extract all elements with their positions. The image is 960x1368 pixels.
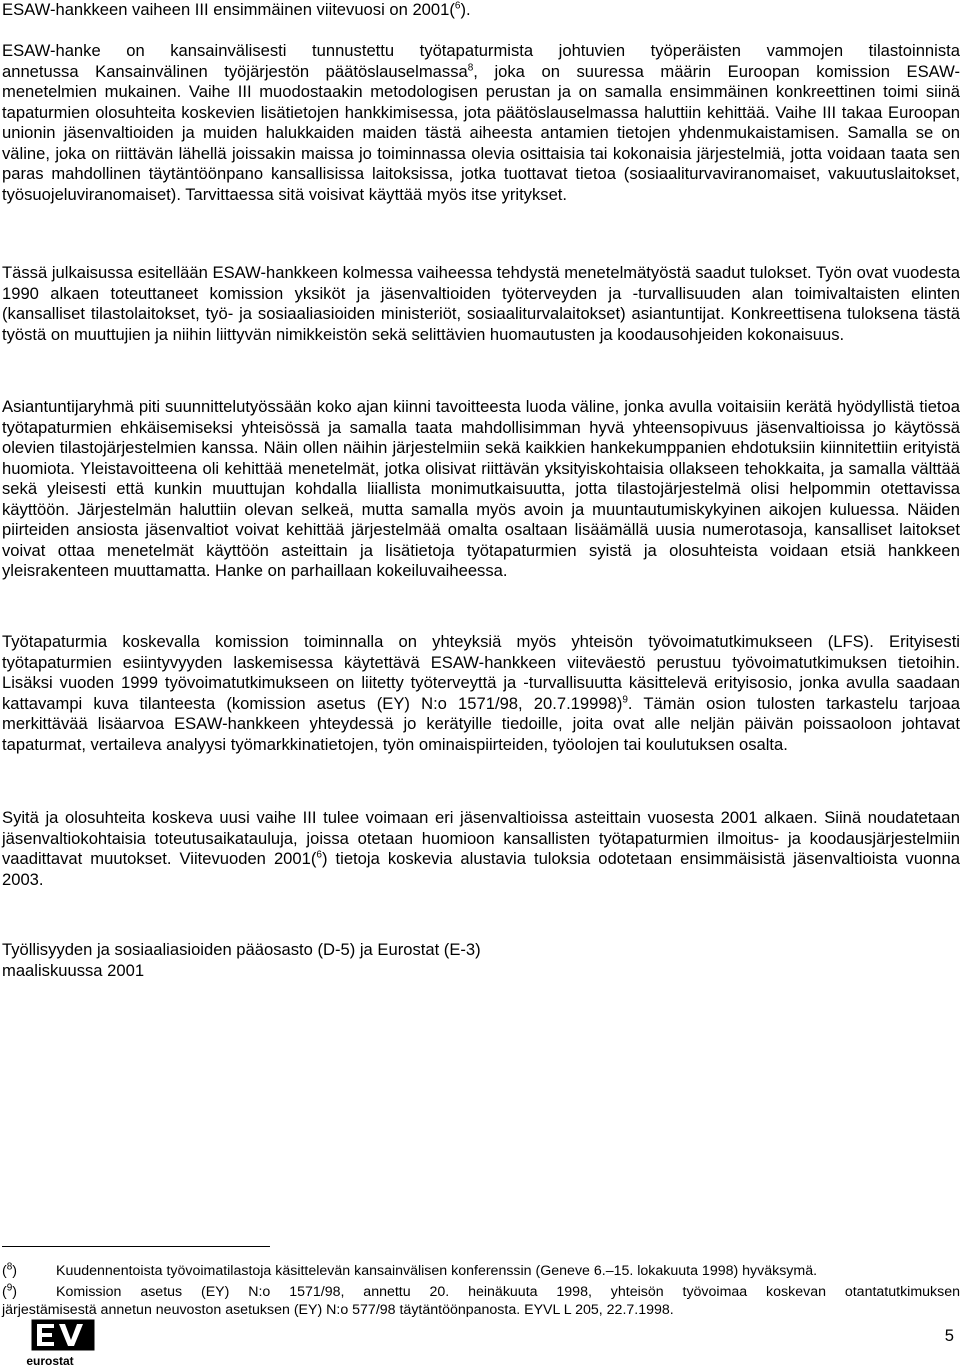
logo-e-shape [37, 1324, 54, 1346]
paragraph-phase-three: Syitä ja olosuhteita koskeva uusi vaihe III tulee voimaan eri jäsenvaltioissa asteittain vuosesta 2001 alkaen. Siinä noudatetaan jäsenvaltiokohtaisia toteutusaikatauluja, joissa otetaan huomioon kansallisten työtapaturmien ilmoitus- ja koodausjärjestelmiin vaadittavat muutokset. Viitevuoden 2001($^6$) tietoja koskevia alustavia tuloksia odotetaan ensimmäisistä jäsenvaltioista vuonna 2003. [2, 808, 960, 889]
footnote-8: ($^8$) Kuudennentoista työvoimatilastoja käsittelevän kansainvälisen konferenssin (Geneve 6.–15. lokakuuta 1998) hyväksymä. [2, 1261, 818, 1279]
logo-wordmark: eurostat [26, 1354, 74, 1368]
header-line: ESAW-hankkeen vaiheen III ensimmäinen viitevuosi on 2001($^6$). [2, 0, 471, 19]
footnote-ref-9: 9 [622, 693, 628, 705]
paragraph-esaw-intro: ESAW-hanke on kansainvälisesti tunnustettu työtapaturmista johtuvien työperäisten vammojen tilastoinnista annetussa Kansainvälinen työjärjestön päätöslauselmassa$^8$, joka on suuressa määrin Euroopan komission ESAW- menetelmien mukainen. Vaihe III muodostaakin metodologisen perustan ja on samalla ensimmäinen konkreettinen toimi siinä tapaturmien olosuhteita koskevien lisätietojen hankkimisessa, jota päätöslauselmassa haluttiin kehittää. Vaihe III takaa Euroopan unionin jäsenvaltioiden ja muiden halukkaiden maiden tästä aiheesta antamien tietojen yhdenmukaistamisen. Samalla se on väline, joka on riittävän lähellä joissakin maissa jo toiminnassa olevia osittaisia tai kokonaisia järjestelmiä, jotta voidaan taata sen paras mahdollinen täytäntöönpano kansallisissa laitoksissa, jotka tuottavat tietoa (sosiaaliturvaviranomaiset, vakuutuslaitokset, työsuojeluviranomaiset). Tarvittaessa sitä voisivat käyttää myös itse yritykset. [2, 41, 960, 204]
footnote-marker: ($^9$) [2, 1282, 18, 1300]
signature-block [2, 940, 481, 981]
footnote-ref-8: 8 [467, 61, 474, 73]
page-number: 5 [944, 1326, 954, 1345]
footnote-ref-6-second: 6 [316, 849, 322, 861]
paragraph-results: Tässä julkaisussa esitellään ESAW-hankkeen kolmessa vaiheessa tehdystä menetelmätyöstä saadut tulokset. Työn ovat vuodesta 1990 alkaen toteuttaneet komission yksiköt ja jäsenvaltioiden työterveyden ja -turvallisuuden alan toimivaltaisten elinten (kansalliset tilastolaitokset, työ- ja sosiaaliasioiden ministeriöt, sosiaaliturvalaitokset) asiantuntijat. Konkreettisena tuloksena tästä työstä on muuttujien ja niihin liittyvän nimikkeistön sekä selittävien huomautusten ja koodausohjeiden kokonaisuus. [2, 263, 960, 344]
footnote-ref-6: 6 [454, 0, 461, 12]
signature-date: maaliskuussa 2001 [2, 960, 145, 980]
paragraph-expert-group: Asiantuntijaryhmä piti suunnittelutyössään koko ajan kiinni tavoitteesta luoda väline, jonka avulla voitaisiin kerätä hyödyllistä tietoa työtapaturmien ehkäisemiseksi yhteisössä ja samalla taata mahdollisimman hyvä yhteensopivuus jäsenvaltioissa jo käytössä olevien tilastojärjestelmien kanssa. Näin ollen näihin järjestelmiin sekä kaikkien hankekumppanien ehdotuksiin kiinnitettiin erityistä huomiota. Yleistavoitteena oli kehittää menetelmät, jotka olisivat riittävän yksityiskohtaisia ollakseen tehokkaita, ja samalla välttää sekä yleisesti että kunkin muuttujan kohdalla liiallista monimutkaisuutta, jotta tilastojärjestelmä olisi helpommin otettavissa käyttöön. Järjestelmän haluttiin olevan selkeä, mutta samalla myös avoin ja muuntautumiskykyinen aikojen kuluessa. Näiden piirteiden ansiosta jäsenvaltiot voivat kehittää järjestelmää omalta osaltaan lisäämällä uusia numerotasoja, kansalliset laitokset voivat ottaa menetelmät käyttöön asteittain ja lisätietoja työtapaturmien syistä ja olosuhteista voidaan etsiä hankkeen yleisrakenteen muuttamatta. Hanke on parhaillaan kokeiluvaiheessa. [2, 397, 960, 580]
footnote-9: ($^9$) Komission asetus (EY) N:o 1571/98, annettu 20. heinäkuuta 1998, yhteisön työvoimaa koskevan otantatutkimuksen järjestämisestä annetun neuvoston asetuksen (EY) N:o 577/98 täytäntöönpanosta. EYVL L 205, 22.7.1998. [2, 1282, 960, 1318]
footnote-separator [2, 1246, 270, 1247]
paragraph-lfs: Työtapaturmia koskevalla komission toiminnalla on yhteyksiä myös yhteisön työvoimatutkimukseen (LFS). Erityisesti työtapaturmien esiintyvyyden laskemisessa käytettävä ESAW-hankkeen viiteväestö perustuu työvoimatutkimuksen tietoihin. Lisäksi vuoden 1999 työvoimatutkimukseen on liitetty työterveyttä ja -turvallisuutta käsittelevä erityisosio, jonka avulla saadaan kattavampi kuva tilanteesta (komission asetus (EY) N:o 1571/98, 20.7.19998)$^9$. Tämän osion tulosten tarkastelu tarjoaa merkittävää lisäarvoa ESAW-hankkeen yhteydessä jo kerätyille tiedoille, joita ovat alle neljän päivän poissaoloon johtavat tapaturmat, vertaileva analyysi työmarkkinatietojen, työn ominaispiirteiden, työolojen tai koulutuksen osalta. [2, 632, 960, 754]
footnote-marker: ($^8$) [2, 1261, 18, 1279]
eurostat-logo [4, 1318, 100, 1368]
signature-department: Työllisyyden ja sosiaaliasioiden pääosasto (D-5) ja Eurostat (E-3) [2, 940, 481, 959]
